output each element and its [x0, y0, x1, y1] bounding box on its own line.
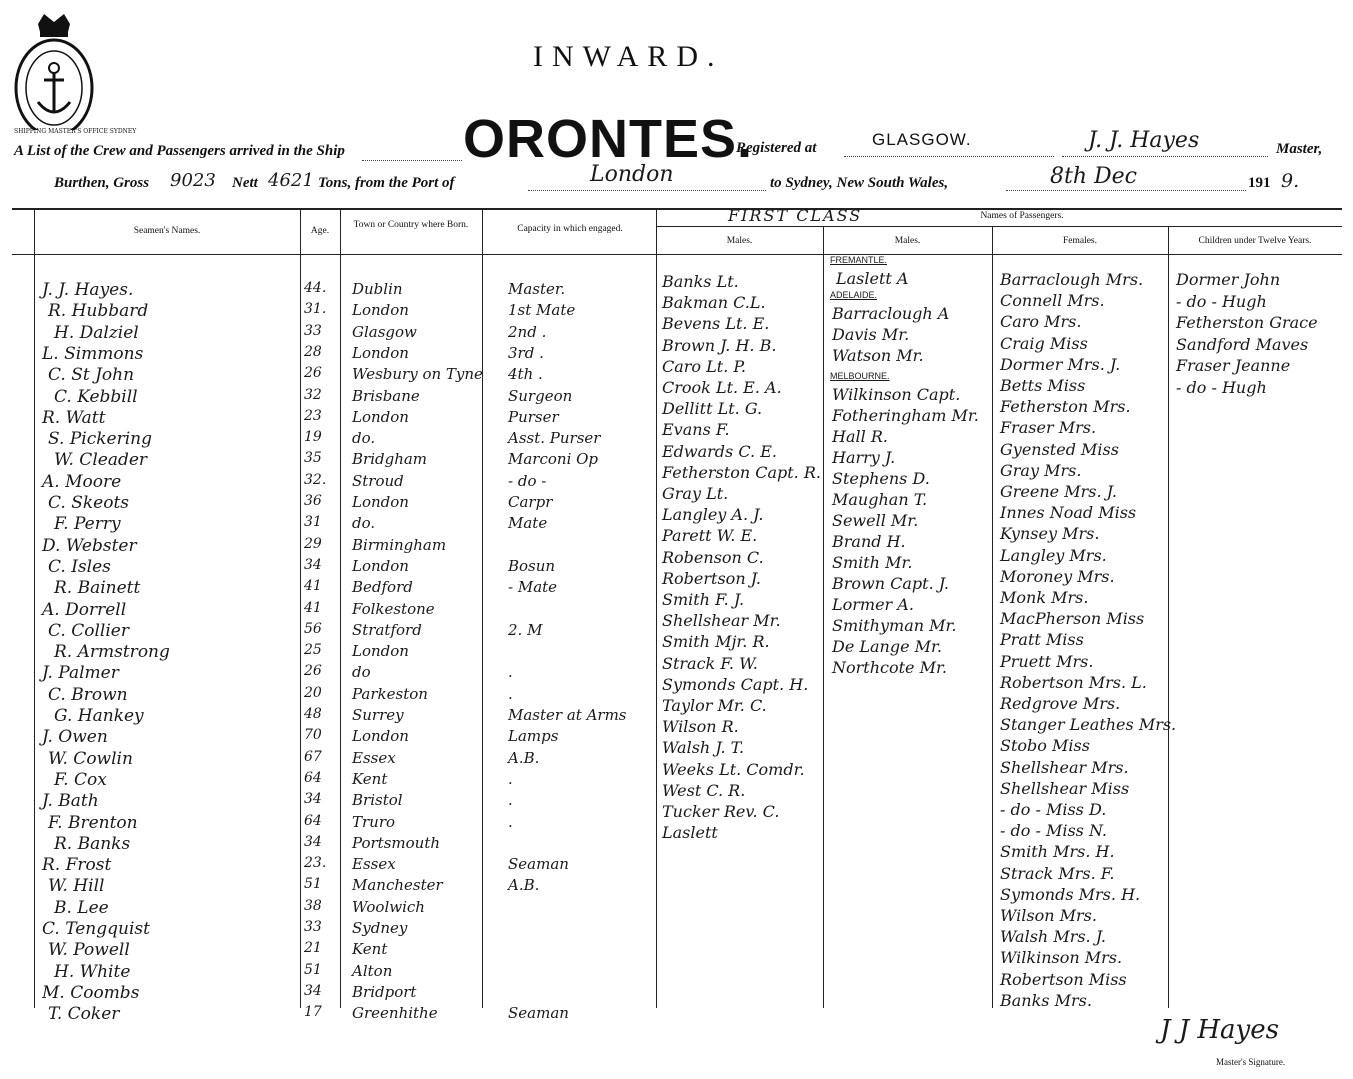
male-passenger: Evans F. — [662, 420, 730, 440]
child-passenger: Fetherston Grace — [1176, 313, 1318, 332]
crew-age: 17 — [304, 1004, 322, 1021]
male-passenger: Fotheringham Mr. — [832, 406, 979, 425]
crew-birthplace: Truro — [352, 812, 396, 831]
ship-name: ORONTES. — [463, 109, 754, 169]
male-passenger: Gray Lt. — [662, 484, 729, 503]
female-passenger: Wilson Mrs. — [1000, 906, 1097, 925]
crew-capacity: Lamps — [508, 727, 559, 746]
crew-name: J. Palmer — [42, 663, 119, 684]
crew-name: W. Powell — [48, 940, 130, 961]
crew-birthplace: Brisbane — [352, 386, 420, 405]
male-passenger: Barraclough A — [832, 304, 950, 323]
crew-name: R. Bainett — [54, 578, 141, 599]
female-passenger: Dormer Mrs. J. — [1000, 354, 1121, 374]
crew-name: M. Coombs — [42, 982, 140, 1003]
female-passenger: Pruett Mrs. — [1000, 651, 1094, 671]
crew-birthplace: Woolwich — [352, 897, 425, 916]
crew-birthplace: Essex — [352, 748, 396, 767]
female-passenger: Craig Miss — [1000, 333, 1088, 353]
crew-name: R. Watt — [42, 407, 106, 428]
first-class-label: FIRST CLASS — [728, 206, 863, 225]
male-passenger: Brand H. — [832, 532, 906, 551]
crew-name: S. Pickering — [48, 429, 153, 450]
male-passenger: Northcote Mr. — [832, 658, 947, 677]
crew-birthplace: Essex — [352, 855, 396, 874]
female-passenger: Robertson Miss — [1000, 969, 1127, 989]
crew-age: 51 — [304, 961, 322, 978]
female-passenger: Gray Mrs. — [1000, 460, 1082, 480]
crew-name: C. Brown — [48, 684, 128, 705]
port-label: MELBOURNE. — [830, 371, 890, 381]
port-label: FREMANTLE. — [830, 255, 888, 265]
male-passenger: Langley A. J. — [662, 505, 764, 525]
crew-birthplace: Alton — [352, 961, 393, 980]
crew-birthplace: Bristol — [352, 791, 403, 810]
female-passenger: Banks Mrs. — [1000, 990, 1092, 1010]
female-passenger: Betts Miss — [1000, 376, 1086, 395]
crew-age: 26 — [304, 663, 322, 680]
crew-capacity: . — [508, 769, 513, 788]
crew-name: R. Banks — [54, 833, 131, 854]
female-passenger: Pratt Miss — [1000, 630, 1084, 650]
crew-capacity: . — [508, 791, 513, 810]
shipping-master-seal — [12, 10, 96, 130]
crew-birthplace: Surrey — [352, 706, 404, 724]
male-passenger: Strack F. W. — [662, 653, 758, 673]
crew-name: C. Tengquist — [42, 919, 150, 939]
female-passenger: Shellshear Miss — [1000, 778, 1130, 798]
crew-birthplace: Bedford — [352, 578, 413, 597]
crew-capacity: Asst. Purser — [508, 429, 601, 448]
crew-age: 67 — [304, 748, 322, 765]
crew-capacity: Purser — [508, 407, 559, 426]
female-passenger: Moroney Mrs. — [1000, 566, 1115, 586]
female-passenger: Kynsey Mrs. — [1000, 524, 1100, 544]
male-passenger: Smith Mjr. R. — [662, 632, 770, 652]
crew-capacity: Master. — [508, 280, 566, 298]
female-passenger: Symonds Mrs. H. — [1000, 884, 1141, 904]
crew-capacity: Mate — [508, 514, 548, 533]
crew-age: 48 — [304, 706, 322, 722]
female-passenger: Fraser Mrs. — [1000, 418, 1097, 438]
crew-age: 29 — [304, 535, 322, 552]
crew-birthplace: Bridport — [352, 982, 417, 1001]
port-label: ADELAIDE. — [830, 290, 878, 300]
burthen-label: Burthen, Gross — [54, 175, 150, 191]
crew-name: C. Isles — [48, 556, 111, 577]
crew-name: R. Frost — [42, 855, 112, 876]
seal-text: SHIPPING MASTER'S OFFICE SYDNEY — [14, 128, 137, 135]
crew-capacity: Carpr — [508, 493, 553, 511]
crew-age: 34 — [304, 556, 322, 573]
female-passenger: Greene Mrs. J. — [1000, 482, 1117, 501]
crew-birthplace: do. — [352, 514, 376, 533]
crew-age: 20 — [304, 684, 322, 701]
crew-list-intro: A List of the Crew and Passengers arrived in the Ship — [14, 143, 345, 159]
header-children: Children under Twelve Years. — [1198, 236, 1312, 246]
crew-name: C. Kebbill — [54, 386, 138, 407]
female-passenger: Stanger Leathes Mrs. — [1000, 715, 1177, 735]
crew-capacity: 2nd . — [508, 322, 547, 341]
year-printed: 191 — [1248, 175, 1271, 191]
female-passenger: Langley Mrs. — [1000, 545, 1107, 565]
male-passenger: Weeks Lt. Comdr. — [662, 759, 805, 779]
crew-age: 33 — [304, 322, 322, 339]
registered-label: Registered at — [736, 140, 817, 156]
master-name: J. J. Hayes — [1088, 128, 1200, 153]
crew-name: A. Moore — [42, 471, 122, 492]
child-passenger: Sandford Maves — [1176, 334, 1309, 354]
crew-name: L. Simmons — [42, 343, 144, 364]
crew-age: 31. — [304, 301, 327, 318]
nett-tonnage: 4621 — [268, 170, 314, 191]
crew-name: J. Owen — [42, 727, 108, 748]
female-passenger: Caro Mrs. — [1000, 312, 1082, 332]
crew-age: 34 — [304, 791, 322, 808]
male-passenger: Laslett A — [836, 269, 909, 288]
crew-name: G. Hankey — [54, 706, 144, 726]
male-passenger: Robertson J. — [662, 568, 761, 588]
crew-name: F. Cox — [54, 769, 107, 790]
male-passenger: Symonds Capt. H. — [662, 674, 809, 694]
crew-capacity: Bosun — [508, 556, 556, 575]
male-passenger: Dellitt Lt. G. — [662, 399, 763, 419]
header-born: Town or Country where Born. — [353, 220, 469, 230]
male-passenger: Robenson C. — [662, 547, 764, 567]
crew-age: 64 — [304, 769, 322, 786]
crew-name: B. Lee — [54, 897, 109, 918]
male-passenger: Crook Lt. E. A. — [662, 378, 782, 397]
crew-birthplace: Glasgow — [352, 322, 417, 341]
crew-age: 44. — [304, 280, 327, 296]
crew-name: A. Dorrell — [42, 599, 127, 620]
crew-birthplace: London — [352, 727, 409, 746]
crew-capacity: Surgeon — [508, 386, 573, 405]
master-signature: J J Hayes — [1160, 1015, 1279, 1045]
male-passenger: Maughan T. — [832, 490, 928, 509]
crew-capacity: Master at Arms — [508, 706, 627, 724]
crew-age: 32 — [304, 386, 322, 403]
female-passenger: Fetherston Mrs. — [1000, 397, 1131, 417]
year-handwritten: 9. — [1281, 170, 1300, 192]
crew-birthplace: Kent — [352, 940, 388, 959]
child-passenger: - do - Hugh — [1176, 291, 1267, 311]
crew-age: 19 — [304, 429, 322, 446]
header-males-1: Males. — [726, 236, 753, 246]
gross-tonnage: 9023 — [170, 170, 216, 191]
female-passenger: Gyensted Miss — [1000, 439, 1119, 459]
male-passenger: Bevens Lt. E. — [662, 314, 770, 334]
crew-age: 28 — [304, 343, 322, 360]
male-passenger: Laslett — [662, 823, 718, 843]
from-port: London — [590, 162, 674, 187]
crew-age: 31 — [304, 514, 322, 531]
crew-capacity: 3rd . — [508, 343, 544, 362]
crew-birthplace: Parkeston — [352, 684, 428, 703]
crew-birthplace: Sydney — [352, 919, 408, 937]
header-males-2: Males. — [894, 236, 921, 246]
male-passenger: Fetherston Capt. R. — [662, 462, 821, 482]
crew-birthplace: Stroud — [352, 471, 404, 490]
header-capacity: Capacity in which engaged. — [517, 224, 623, 234]
male-passenger: Bakman C.L. — [662, 293, 766, 313]
male-passenger: West C. R. — [662, 780, 746, 800]
crew-name: W. Hill — [48, 876, 105, 897]
male-passenger: De Lange Mr. — [832, 637, 943, 656]
crew-capacity: . — [508, 684, 513, 703]
crew-name: F. Brenton — [48, 812, 138, 833]
male-passenger: Lormer A. — [832, 595, 914, 614]
crew-name: D. Webster — [42, 535, 137, 556]
crew-birthplace: Stratford — [352, 620, 422, 639]
male-passenger: Sewell Mr. — [832, 511, 919, 530]
crew-age: 51 — [304, 876, 322, 893]
crew-capacity: 4th . — [508, 365, 543, 384]
crew-name: J. J. Hayes. — [42, 280, 134, 300]
female-passenger: Wilkinson Mrs. — [1000, 948, 1123, 968]
crew-capacity: 2. M — [508, 620, 543, 639]
crew-age: 23 — [304, 407, 322, 424]
crew-capacity: - do - — [508, 471, 547, 490]
crew-age: 41 — [304, 599, 322, 616]
female-passenger: Monk Mrs. — [1000, 588, 1089, 607]
male-passenger: Watson Mr. — [832, 346, 924, 365]
page-title: INWARD. — [533, 40, 724, 73]
crew-age: 64 — [304, 812, 322, 829]
crew-age: 23. — [304, 855, 327, 872]
crew-name: C. St John — [48, 365, 135, 386]
crew-capacity: A.B. — [508, 876, 540, 895]
male-passenger: Brown Capt. J. — [832, 574, 950, 593]
registered-port: GLASGOW. — [872, 130, 972, 149]
male-passenger: Wilson R. — [662, 717, 739, 737]
female-passenger: Connell Mrs. — [1000, 291, 1105, 311]
child-passenger: - do - Hugh — [1176, 377, 1267, 397]
crew-birthplace: London — [352, 343, 409, 362]
crew-age: 35 — [304, 450, 322, 467]
crew-name: C. Collier — [48, 620, 129, 641]
crew-age: 38 — [304, 897, 322, 914]
female-passenger: - do - Miss D. — [1000, 800, 1107, 819]
female-passenger: Barraclough Mrs. — [1000, 270, 1144, 289]
female-passenger: Shellshear Mrs. — [1000, 757, 1129, 777]
male-passenger: Hall R. — [832, 427, 888, 446]
crew-capacity: - Mate — [508, 578, 558, 597]
crew-age: 32. — [304, 471, 327, 488]
crew-birthplace: London — [352, 301, 409, 320]
female-passenger: MacPherson Miss — [1000, 609, 1145, 629]
crew-capacity: 1st Mate — [508, 301, 576, 320]
crew-birthplace: London — [352, 642, 409, 661]
crew-capacity: Seaman — [508, 1004, 569, 1023]
male-passenger: Smithyman Mr. — [832, 616, 957, 635]
crew-age: 41 — [304, 578, 322, 595]
header-seamen: Seamen's Names. — [133, 226, 201, 236]
male-passenger: Tucker Rev. C. — [662, 802, 780, 821]
crew-birthplace: London — [352, 407, 409, 426]
female-passenger: - do - Miss N. — [1000, 821, 1108, 841]
crew-age: 56 — [304, 620, 322, 637]
female-passenger: Smith Mrs. H. — [1000, 842, 1115, 862]
crew-birthplace: Bridgham — [352, 450, 428, 469]
crew-birthplace: Birmingham — [352, 535, 447, 554]
crew-name: W. Cleader — [54, 450, 148, 471]
female-passenger: Robertson Mrs. L. — [1000, 672, 1147, 692]
crew-birthplace: London — [352, 493, 409, 511]
male-passenger: Smith Mr. — [832, 553, 913, 572]
crew-capacity: Marconi Op — [508, 450, 599, 469]
male-passenger: Edwards C. E. — [662, 441, 777, 461]
crew-name: R. Armstrong — [54, 642, 170, 663]
crew-birthplace: do — [352, 663, 371, 682]
crew-birthplace: Folkestone — [352, 599, 435, 618]
female-passenger: Redgrove Mrs. — [1000, 694, 1121, 713]
female-passenger: Walsh Mrs. J. — [1000, 927, 1106, 947]
crew-birthplace: Dublin — [352, 280, 403, 298]
crew-name: H. Dalziel — [54, 322, 139, 343]
crew-birthplace: do. — [352, 429, 376, 448]
crew-capacity: A.B. — [508, 748, 540, 767]
crew-birthplace: Wesbury on Tyne — [352, 365, 483, 384]
female-passenger: Stobo Miss — [1000, 736, 1090, 756]
crew-birthplace: Manchester — [352, 876, 443, 895]
child-passenger: Dormer John — [1176, 270, 1281, 289]
female-passenger: Strack Mrs. F. — [1000, 863, 1115, 883]
tons-label: Tons, from the Port of — [318, 175, 455, 191]
crew-name: W. Cowlin — [48, 748, 133, 769]
male-passenger: Taylor Mr. C. — [662, 696, 767, 715]
male-passenger: Shellshear Mr. — [662, 611, 781, 631]
crew-capacity: . — [508, 663, 513, 682]
crew-age: 33 — [304, 919, 322, 935]
crew-name: F. Perry — [54, 514, 121, 535]
crew-capacity: Seaman — [508, 855, 569, 874]
male-passenger: Brown J. H. B. — [662, 335, 777, 355]
crew-name: C. Skeots — [48, 493, 130, 513]
male-passenger: Caro Lt. P. — [662, 356, 746, 376]
crew-age: 34 — [304, 833, 322, 850]
male-passenger: Parett W. E. — [662, 526, 758, 546]
crew-name: T. Coker — [48, 1004, 120, 1025]
master-signature-label: Master's Signature. — [1216, 1057, 1286, 1067]
crew-age: 26 — [304, 365, 322, 382]
arrival-date: 8th Dec — [1050, 164, 1137, 189]
crew-age: 34 — [304, 982, 322, 999]
male-passenger: Walsh J. T. — [662, 738, 745, 758]
male-passenger: Wilkinson Capt. — [832, 385, 961, 404]
male-passenger: Banks Lt. — [662, 272, 739, 291]
child-passenger: Fraser Jeanne — [1176, 356, 1291, 375]
crew-name: R. Hubbard — [48, 301, 149, 322]
male-passenger: Davis Mr. — [832, 325, 910, 344]
header-females: Females. — [1062, 236, 1098, 246]
female-passenger: Innes Noad Miss — [1000, 503, 1137, 523]
crew-birthplace: Kent — [352, 769, 388, 788]
crew-birthplace: Greenhithe — [352, 1004, 438, 1023]
crew-age: 21 — [304, 940, 322, 957]
crew-name: J. Bath — [42, 791, 99, 812]
crew-birthplace: Portsmouth — [352, 833, 441, 852]
crew-age: 70 — [304, 727, 322, 744]
header-age: Age. — [310, 226, 330, 236]
crew-age: 36 — [304, 493, 322, 509]
male-passenger: Harry J. — [832, 448, 896, 467]
crew-age: 25 — [304, 642, 322, 659]
master-label: Master, — [1276, 141, 1323, 157]
male-passenger: Stephens D. — [832, 469, 930, 488]
to-label: to Sydney, New South Wales, — [770, 175, 949, 191]
crew-name: H. White — [54, 961, 131, 982]
crew-birthplace: London — [352, 556, 409, 575]
crew-capacity: . — [508, 812, 513, 831]
nett-label: Nett — [232, 175, 258, 191]
header-passengers: Names of Passengers. — [980, 211, 1064, 221]
male-passenger: Smith F. J. — [662, 590, 745, 609]
